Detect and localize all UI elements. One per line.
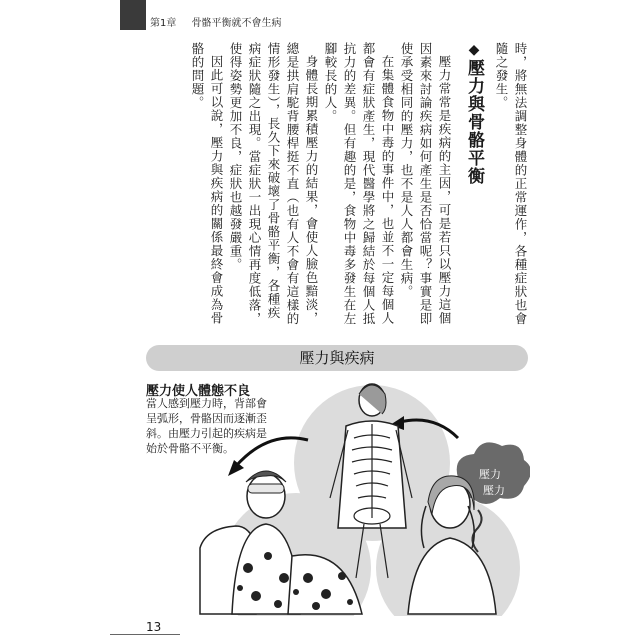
- chapter-label: 第1章: [150, 18, 177, 29]
- chapter-tab-marker: [120, 0, 146, 30]
- cloud-text-2: 壓力: [483, 484, 505, 497]
- figure-banner: 壓力與疾病: [146, 345, 528, 371]
- paragraph-4: 因此可以說，壓力與疾病的關係最終會成為骨骼的問題。: [190, 42, 224, 325]
- paragraph-2: 在集體食物中毒的事件中，也並不一定每個人都會有症狀產生，現代醫學將之歸結於每個人抵抗力的差異。但有趣的是，食物中毒多發生在左腳較長的人。: [323, 42, 395, 326]
- page-number: 13: [146, 620, 162, 634]
- paragraph-1: 壓力常常是疾病的主因，可是若只以壓力這個因素來討論疾病如何產生是否恰當呢？事實是即使承受相同的壓力，也不是人人都會生病。: [399, 42, 452, 326]
- figure-box-text: 當人感到壓力時，背部會呈弧形，骨骼因而逐漸歪斜。由壓力引起的疾病是始於骨骼不平衡。: [146, 397, 267, 455]
- footer-rule: [110, 634, 180, 635]
- cloud-text-1: 壓力: [479, 468, 501, 481]
- running-title: 骨骼平衡就不會生病: [191, 18, 282, 29]
- continued-paragraph: 時，將無法調整身體的正常運作，各種症狀也會隨之發生。: [494, 42, 528, 326]
- stress-illustration: [196, 378, 530, 616]
- diamond-bullet-icon: ◆: [466, 42, 482, 59]
- section-heading: [462, 42, 486, 332]
- vertical-body-text: [150, 42, 530, 332]
- paragraph-3: 身體長期累積壓力的結果，會使人臉色黯淡，總是拱肩駝背腰桿挺不直（也有人不會有這樣的情形發生），長久下來破壞了骨骼平衡，各種疾病症狀隨之出現。當症狀一出現心情再度低落，使得姿勢更加不良，症狀也越發嚴重。: [228, 42, 319, 326]
- running-header: [150, 14, 282, 29]
- section-heading-text: 壓力與骨骼平衡: [464, 59, 484, 185]
- figure-box-title: 壓力使人體態不良: [146, 384, 251, 399]
